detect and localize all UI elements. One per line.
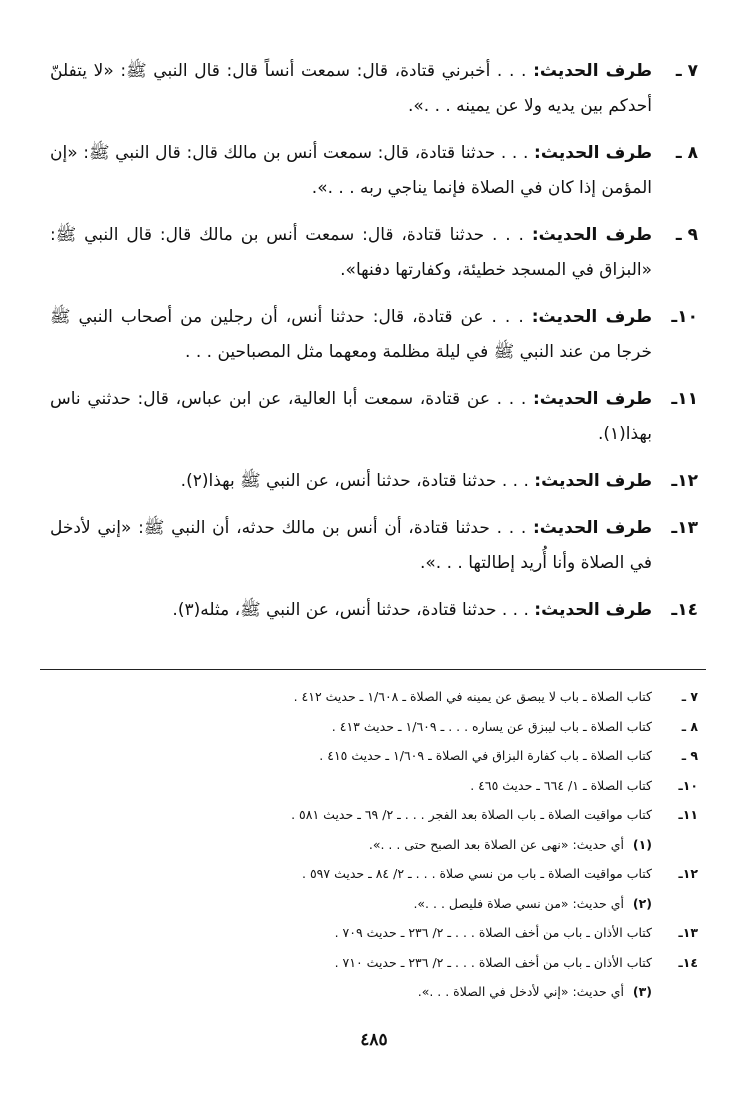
footnote-separator — [40, 669, 706, 670]
entry-text — [50, 300, 652, 370]
page-number: ٤٨٥ — [360, 1030, 388, 1050]
hadith-entries — [50, 54, 698, 628]
footnote — [138, 918, 698, 948]
footnote — [138, 859, 698, 889]
entry-body: . . . عن قتادة، سمعت أبا العالية، عن ابن عباس، قال: حدثني ناس بهذا(١). — [50, 389, 652, 444]
entry-number: ٩ ـ — [675, 225, 698, 245]
entry-label: طرف الحديث: — [532, 389, 652, 409]
entry-number: ١٣ـ — [671, 518, 698, 538]
entry-text — [50, 593, 652, 628]
entry-text — [50, 136, 652, 206]
entry-body: . . . حدثنا قتادة، قال: سمعت أنس بن مالك قال: قال النبي ﷺ: «إن المؤمن إذا كان في الصلاة فإنما يناجي ربه . . .». — [50, 143, 652, 198]
entry-label: طرف الحديث: — [531, 225, 653, 245]
entry-number: ١١ـ — [671, 389, 698, 409]
footnote-number: ٧ ـ — [681, 689, 698, 704]
footnote-text: كتاب الأذان ـ باب من أخف الصلاة . . . ـ ٢/ ٢٣٦ ـ حديث ٧١٠ . — [334, 954, 652, 970]
hadith-entry — [50, 54, 698, 124]
entry-text — [50, 218, 652, 288]
entry-body: . . . أخبرني قتادة، قال: سمعت أنساً قال: قال النبي ﷺ: «لا يتفلنّ أحدكم بين يديه ولا عن يمينه . . .». — [50, 61, 652, 116]
entry-label: طرف الحديث: — [534, 471, 652, 491]
hadith-entry — [50, 136, 698, 206]
footnote-number: ١١ـ — [678, 807, 698, 822]
entry-number: ٧ ـ — [675, 61, 698, 81]
note-text: أي حديث: «إني لأدخل في الصلاة . . .». — [417, 984, 624, 999]
entry-body: . . . عن قتادة، قال: حدثنا أنس، أن رجلين من أصحاب النبي ﷺ خرجا من عند النبي ﷺ في ليلة مظلمة ومعهما مثل المصباحين . . . — [50, 307, 652, 362]
footnote-text: كتاب الصلاة ـ باب كفارة البزاق في الصلاة ـ ١/٦٠٩ ـ حديث ٤١٥ . — [319, 748, 652, 763]
entry-number: ١٢ـ — [671, 471, 698, 491]
entry-text — [50, 382, 652, 452]
footnote-note — [138, 977, 698, 1007]
footnotes — [138, 682, 698, 1007]
footnote — [138, 948, 698, 978]
entry-text — [50, 464, 652, 499]
note-number: (٢) — [632, 895, 652, 911]
hadith-entry — [50, 593, 698, 628]
note-number: (٣) — [632, 984, 652, 999]
hadith-entry — [50, 218, 698, 288]
hadith-entry — [50, 511, 698, 581]
entry-label: طرف الحديث: — [533, 61, 653, 81]
footnote-text: كتاب الأذان ـ باب من أخف الصلاة . . . ـ ٢/ ٢٣٦ ـ حديث ٧٠٩ . — [334, 925, 652, 940]
entry-text — [50, 54, 652, 124]
entry-body: . . . حدثنا قتادة، قال: سمعت أنس بن مالك قال: قال النبي ﷺ: «البزاق في المسجد خطيئة، وكفارتها دفنها». — [50, 225, 652, 280]
entry-body: . . . حدثنا قتادة، حدثنا أنس، عن النبي ﷺ بهذا(٢). — [180, 471, 529, 491]
footnote-note — [138, 889, 698, 919]
footnote-number: ١٣ـ — [678, 925, 698, 940]
footnote — [138, 800, 698, 830]
note-text: أي حديث: «من نسي صلاة فليصل . . .». — [413, 895, 624, 911]
footnote — [138, 712, 698, 742]
footnote-text: كتاب الصلاة ـ باب لا يبصق عن يمينه في الصلاة ـ ١/٦٠٨ ـ حديث ٤١٢ . — [293, 689, 652, 704]
entry-label: طرف الحديث: — [532, 518, 653, 538]
entry-number: ١٤ـ — [671, 600, 698, 620]
footnote-number: ٨ ـ — [681, 718, 698, 734]
footnote — [138, 771, 698, 801]
hadith-entry — [50, 464, 698, 499]
footnote-number: ١٢ـ — [678, 866, 698, 881]
hadith-entry — [50, 382, 698, 452]
entry-body: . . . حدثنا قتادة، أن أنس بن مالك حدثه، أن النبي ﷺ: «إني لأدخل في الصلاة وأنا أُريد إطالتها . . .». — [50, 518, 652, 573]
entry-body: . . . حدثنا قتادة، حدثنا أنس، عن النبي ﷺ، مثله(٣). — [172, 600, 529, 620]
footnote — [138, 741, 698, 771]
footnote-text: كتاب الصلاة ـ ١/ ٦٦٤ ـ حديث ٤٦٥ . — [470, 777, 652, 793]
footnote-number: ١٤ـ — [678, 954, 698, 970]
entry-label: طرف الحديث: — [531, 307, 653, 327]
footnote — [138, 682, 698, 712]
footnote-number: ١٠ـ — [678, 777, 698, 793]
footnote-text: كتاب الصلاة ـ باب ليبزق عن يساره . . . ـ ١/٦٠٩ ـ حديث ٤١٣ . — [331, 718, 652, 734]
note-number: (١) — [632, 836, 652, 852]
entry-label: طرف الحديث: — [534, 600, 652, 620]
footnote-number: ٩ ـ — [681, 748, 698, 763]
note-text: أي حديث: «نهى عن الصلاة بعد الصبح حتى . . .». — [368, 836, 624, 852]
footnote-text: كتاب مواقيت الصلاة ـ باب من نسي صلاة . . . ـ ٢/ ٨٤ ـ حديث ٥٩٧ . — [301, 866, 652, 881]
entry-label: طرف الحديث: — [534, 143, 652, 163]
entry-number: ٨ ـ — [675, 143, 698, 163]
hadith-entry — [50, 300, 698, 370]
footnote-text: كتاب مواقيت الصلاة ـ باب الصلاة بعد الفجر . . . ـ ٢/ ٦٩ ـ حديث ٥٨١ . — [291, 807, 652, 822]
entry-number: ١٠ـ — [671, 307, 698, 327]
footnote-note — [138, 830, 698, 860]
entry-text — [50, 511, 652, 581]
